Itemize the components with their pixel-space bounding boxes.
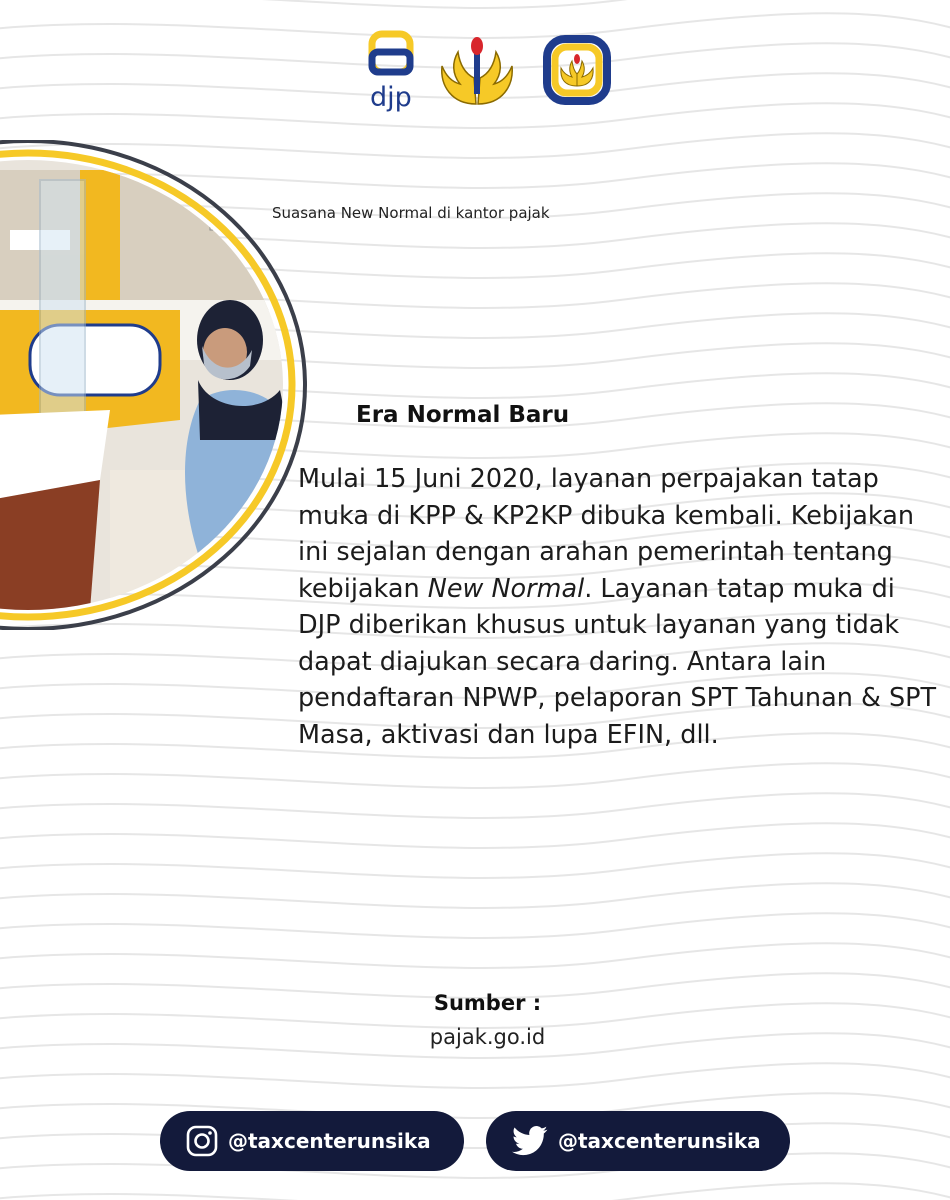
instagram-handle: @taxcenterunsika [228, 1129, 431, 1153]
wave-line [0, 0, 950, 8]
wave-line [0, 853, 950, 878]
wave-line [0, 793, 950, 818]
wave-line [0, 1183, 950, 1200]
photo-caption: Suasana New Normal di kantor pajak [272, 204, 550, 222]
twitter-handle: @taxcenterunsika [558, 1129, 761, 1153]
wave-line [0, 1093, 950, 1118]
body-paragraph [298, 461, 938, 753]
instagram-badge[interactable] [160, 1111, 464, 1171]
wave-line [0, 823, 950, 848]
tut-wuri-emblem [438, 36, 516, 108]
wave-line [0, 883, 950, 908]
twitter-badge[interactable] [486, 1111, 790, 1171]
body-text-part: Mulai 15 Juni 2020, layanan perpajakan tatap muka di KPP & KP2KP dibuka kembali. Kebijakan ini sejalan dengan arahan pemerintah tentang kebijakan [298, 464, 915, 604]
wave-line [0, 1063, 950, 1088]
source-link[interactable]: pajak.go.id [429, 1025, 546, 1049]
body-text-part: . Layanan tatap muka di DJP diberikan khusus untuk layanan yang tidak dapat diajukan secara daring. Antara lain pendaftaran NPWP, pelaporan SPT Tahunan & SPT Masa, aktivasi dan lupa EFIN, dll. [298, 573, 937, 750]
wave-line [0, 1123, 950, 1148]
djp-logo [368, 30, 416, 112]
body-text-italic: New Normal [427, 573, 585, 604]
wave-line [0, 1153, 950, 1178]
source-label: Sumber : [433, 991, 542, 1015]
unsika-logo [542, 34, 612, 106]
wave-line [0, 943, 950, 968]
heading: Era Normal Baru [356, 402, 570, 428]
instagram-icon [186, 1125, 218, 1157]
twitter-icon [512, 1126, 548, 1156]
wave-line [0, 913, 950, 938]
djp-logo-text: djp [370, 82, 412, 112]
logo-row [368, 30, 613, 112]
wave-line [0, 763, 950, 788]
